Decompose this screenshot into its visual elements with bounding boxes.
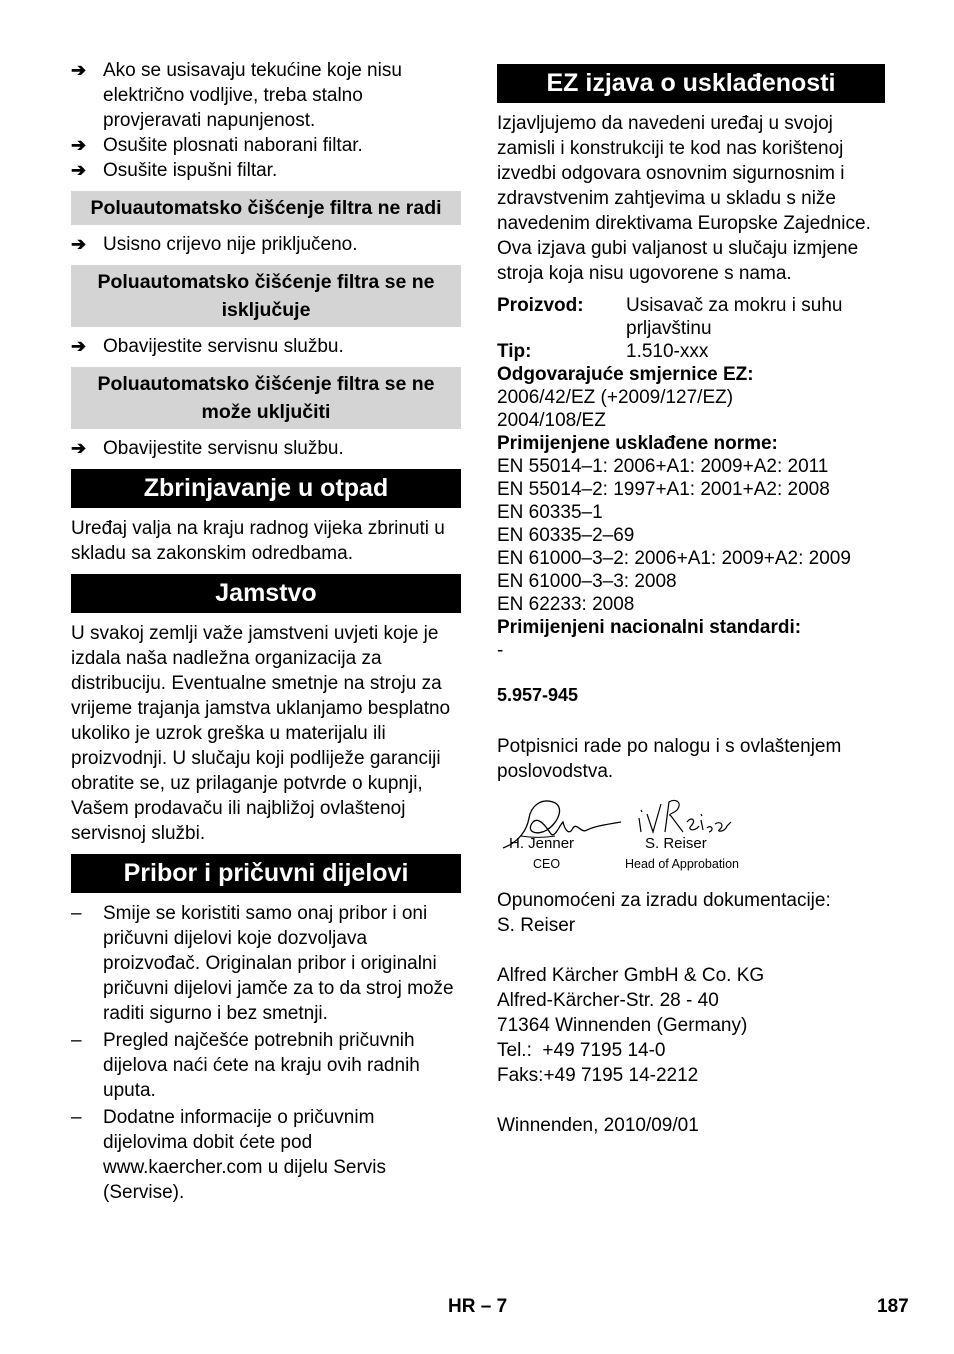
section-heading-warranty: Jamstvo <box>71 574 461 613</box>
document-number: 5.957-945 <box>497 685 579 705</box>
address-line: Tel.: +49 7195 14-0 <box>497 1040 666 1061</box>
arrow-right-icon: ➔ <box>71 438 87 458</box>
list-item: ➔ Obavijestite servisnu službu. <box>71 336 344 357</box>
list-item: ➔ Osušite ispušni filtar. <box>71 160 278 181</box>
arrow-right-icon: ➔ <box>71 60 87 80</box>
section-heading-disposal: Zbrinjavanje u otpad <box>71 469 461 508</box>
address-line: Faks:+49 7195 14-2212 <box>497 1065 699 1086</box>
norm-item: EN 55014–2: 1997+A1: 2001+A2: 2008 <box>497 479 830 500</box>
norm-item: EN 62233: 2008 <box>497 594 635 615</box>
right-column <box>497 64 885 1138</box>
declaration-intro: Izjavljujemo da navedeni uređaj u svojoj zamisli i konstrukciji te kod nas korištenoj izvedbi odgovara osnovnim sigurnosnim i zdravstvenim zahtjevima u skladu s niže navedenim direktivama Europske Zajednice. Ova izjava gubi valjanost u slučaju izmjene stroja koja nisu ugovorene s nama. <box>497 113 871 284</box>
norm-item: EN 61000–3–3: 2008 <box>497 571 677 592</box>
national-standards-label: Primijenjeni nacionalni standardi: <box>497 617 802 638</box>
signatures <box>497 784 885 880</box>
arrow-right-icon: ➔ <box>71 336 87 356</box>
documentation-authorized-label: Opunomoćeni za izradu dokumentacije: <box>497 890 831 911</box>
place-date: Winnenden, 2010/09/01 <box>497 1115 699 1136</box>
list-item: – Dodatne informacije o pričuvnim dijelovima dobit ćete pod www.kaercher.com u dijelu Servis (Servise). <box>71 1107 386 1203</box>
list-item: – Smije se koristiti samo onaj pribor i oni pričuvni dijelovi koje dozvoljava proizvođač. Originalan pribor i originalni pričuvni dijelovi jamče za to da stroj može raditi sigurno i bez smetnji. <box>71 903 454 1024</box>
directive-item: 2004/108/EZ <box>497 410 606 431</box>
address-line: Alfred-Kärcher-Str. 28 - 40 <box>497 990 719 1011</box>
arrow-right-icon: ➔ <box>71 135 87 155</box>
directives-label: Odgovarajuće smjernice EZ: <box>497 364 754 385</box>
type-row: Tip: 1.510-xxx <box>497 341 709 362</box>
section-heading-filter-cleaning-not-on: Poluautomatsko čišćenje filtra se ne može uključiti <box>71 367 461 429</box>
documentation-authorized-name: S. Reiser <box>497 915 576 936</box>
norm-item: EN 55014–1: 2006+A1: 2009+A2: 2011 <box>497 456 829 477</box>
warranty-text: U svakoj zemlji važe jamstveni uvjeti koje je izdala naša nadležna organizacija za distribuciju. Eventualne smetnje na stroju za vrijeme trajanja jamstva uklanjamo besplatno ukoliko je uzrok greška u materijalu ili proizvodnji. U slučaju koji podliježe garanciji obratite se, uz prilaganje potvrde o kupnji, Vašem prodavaču ili najbližoj ovlaštenoj servisnoj službi. <box>71 623 451 844</box>
arrow-right-icon: ➔ <box>71 234 87 254</box>
norm-item: EN 60335–2–69 <box>497 525 635 546</box>
signature-reiser <box>635 792 735 840</box>
signers-text: Potpisnici rade po nalogu i s ovlaštenjem poslovodstva. <box>497 736 842 782</box>
list-item: ➔ Obavijestite servisnu službu. <box>71 438 344 459</box>
signer-2-role: Head of Approbation <box>625 857 739 871</box>
arrow-right-icon: ➔ <box>71 160 87 180</box>
disposal-text: Uređaj valja na kraju radnog vijeka zbrinuti u skladu sa zakonskim odredbama. <box>71 518 445 564</box>
signer-1-name: H. Jenner <box>509 835 575 852</box>
section-heading-accessories: Pribor i pričuvni dijelovi <box>71 854 461 893</box>
signer-1-role: CEO <box>533 857 561 871</box>
bullets-top <box>71 58 461 183</box>
list-item: – Pregled najčešće potrebnih pričuvnih dijelova naći ćete na kraju ovih radnih uputa. <box>71 1030 420 1101</box>
address-line: Alfred Kärcher GmbH & Co. KG <box>497 965 765 986</box>
section-heading-filter-cleaning-not-working: Poluautomatsko čišćenje filtra ne radi <box>71 191 461 225</box>
norm-item: EN 60335–1 <box>497 502 603 523</box>
product-row: Proizvod: Usisavač za mokru i suhu prljavštinu <box>497 295 843 339</box>
list-item: ➔ Ako se usisavaju tekućine koje nisu električno vodljive, treba stalno provjeravati napunjenost. <box>71 60 402 131</box>
list-item: ➔ Osušite plosnati naborani filtar. <box>71 135 363 156</box>
national-standards-value: - <box>497 640 504 661</box>
section-heading-filter-cleaning-not-off: Poluautomatsko čišćenje filtra se ne isključuje <box>71 265 461 327</box>
norm-item: EN 61000–3–2: 2006+A1: 2009+A2: 2009 <box>497 548 851 569</box>
list-item: ➔ Usisno crijevo nije priključeno. <box>71 234 358 255</box>
left-column <box>71 58 461 1205</box>
page-label: HR – 7 <box>448 1296 508 1317</box>
section-heading-ec-declaration: EZ izjava o usklađenosti <box>497 64 885 103</box>
signer-2-name: S. Reiser <box>645 835 707 852</box>
norms-label: Primijenjene usklađene norme: <box>497 433 778 454</box>
address-line: 71364 Winnenden (Germany) <box>497 1015 748 1036</box>
page-number: 187 <box>877 1296 909 1317</box>
directive-item: 2006/42/EZ (+2009/127/EZ) <box>497 387 734 408</box>
